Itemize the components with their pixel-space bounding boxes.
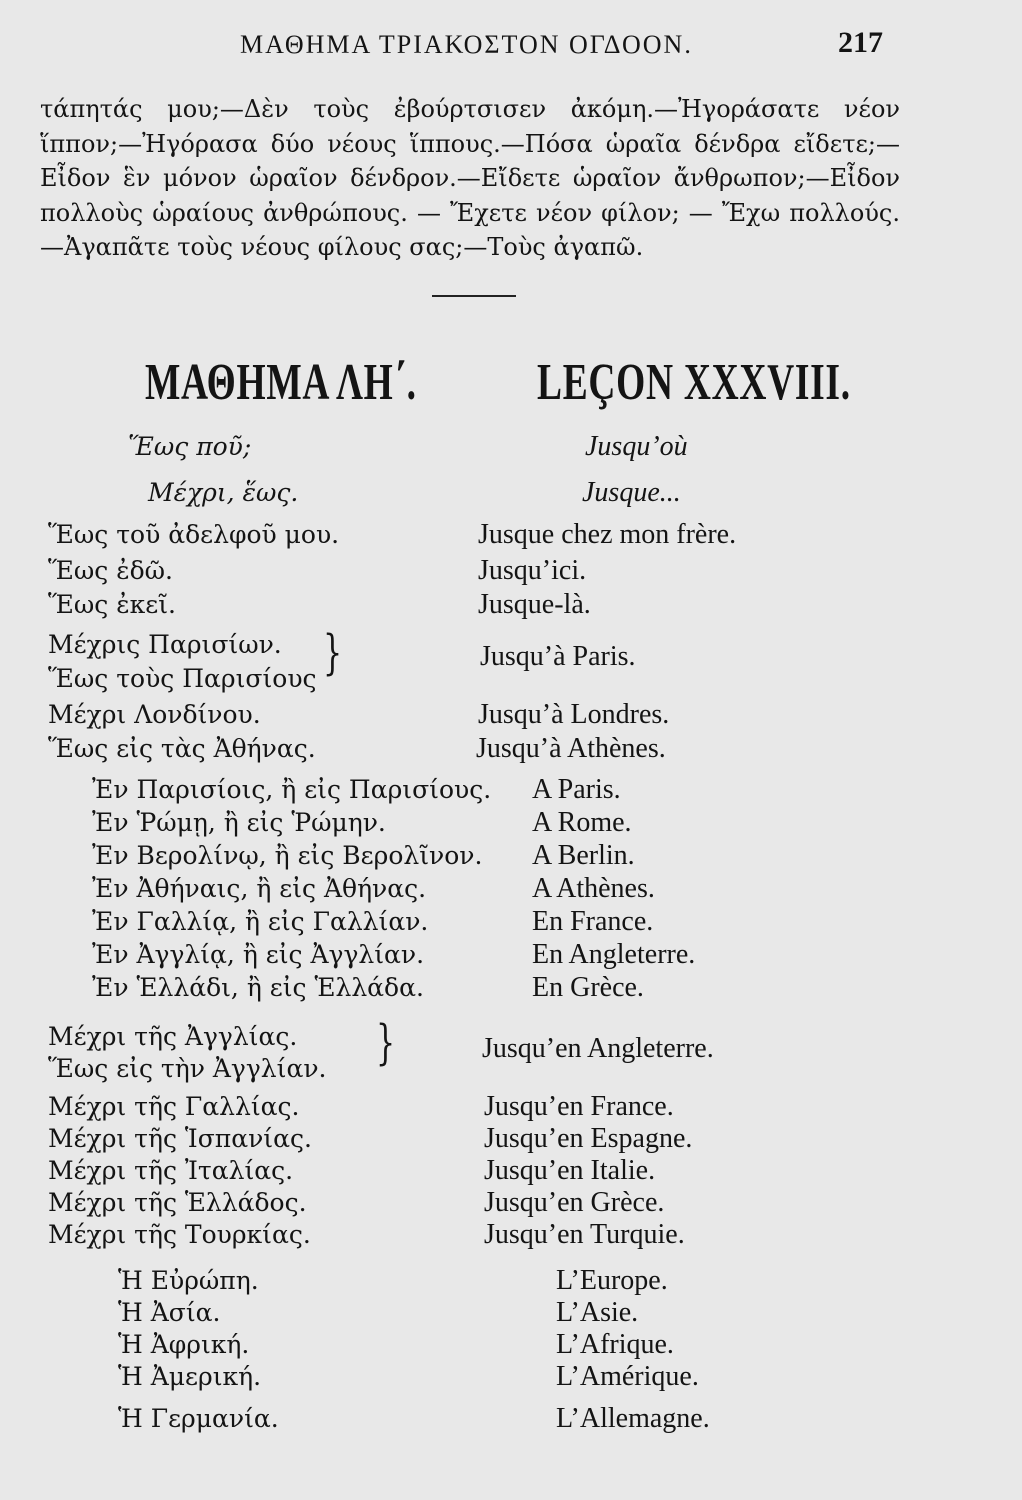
greek-phrase: Ἐν Ἀγγλίᾳ, ἢ εἰς Ἀγγλίαν. xyxy=(92,940,425,969)
french-phrase: En Angleterre. xyxy=(532,939,696,970)
greek-phrase: Ἐν Ἑλλάδι, ἢ εἰς Ἑλλάδα. xyxy=(92,973,424,1002)
french-phrase: Jusqu’où xyxy=(585,431,688,462)
lesson-title-french: LEÇON XXXVIII. xyxy=(537,354,851,411)
greek-phrase: Ἕως εἰς τὰς Ἀθήνας. xyxy=(48,734,316,763)
greek-phrase: Ἐν Παρισίοις, ἢ εἰς Παρισίους. xyxy=(92,775,492,804)
intro-paragraph: τάπητάς μου;—Δὲν τοὺς ἐβούρτσισεν ἀκόμη.—Ἠγοράσατε νέον ἵππον;—Ἠγόρασα δύο νέους ἵππους.—Πόσα ὡραῖα δένδρα εἴδετε;—Εἶδον ἓν μόνον ὡραῖον δένδρον.—Εἴδετε ὡραῖον ἄνθρωπον;—Εἶδον πολλοὺς ὡραίους ἀνθρώπους. — Ἔχετε νέον φίλον; — Ἔχω πολλούς.—Ἀγαπᾶτε τοὺς νέους φίλους σας;—Τοὺς ἀγαπῶ. xyxy=(40,95,900,261)
french-phrase: L’Afrique. xyxy=(556,1329,674,1360)
greek-phrase: Μέχρι τῆς Ἑλλάδος. xyxy=(48,1188,307,1217)
french-phrase: Jusqu’en Angleterre. xyxy=(482,1033,714,1064)
french-phrase: Jusqu’en Espagne. xyxy=(484,1123,693,1154)
greek-phrase: Ἡ Εὐρώπη. xyxy=(118,1266,259,1295)
greek-phrase: Μέχρι, ἕως. xyxy=(148,478,299,507)
french-phrase: Jusque chez mon frère. xyxy=(478,519,737,550)
greek-phrase: Ἐν Ῥώμῃ, ἢ εἰς Ῥώμην. xyxy=(92,808,386,837)
greek-phrase: Μέχρι τῆς Ἱσπανίας. xyxy=(48,1124,312,1153)
greek-phrase: Μέχρι τῆς Ἰταλίας. xyxy=(48,1156,294,1185)
french-phrase: Jusqu’en Italie. xyxy=(484,1155,656,1186)
greek-phrase: Μέχρι τῆς Τουρκίας. xyxy=(48,1220,311,1249)
french-phrase: L’Asie. xyxy=(556,1297,639,1328)
french-phrase: Jusqu’à Londres. xyxy=(478,699,670,730)
french-phrase: L’Amérique. xyxy=(556,1361,699,1392)
french-phrase: L’Allemagne. xyxy=(556,1403,710,1434)
french-phrase: En France. xyxy=(532,906,654,937)
french-phrase: A Paris. xyxy=(532,774,621,805)
greek-phrase: Ἡ Ἀφρική. xyxy=(118,1330,250,1359)
french-phrase: Jusqu’à Athènes. xyxy=(476,733,666,764)
greek-phrase: Ἐν Βερολίνῳ, ἢ εἰς Βερολῖνον. xyxy=(92,841,483,870)
french-phrase: Jusqu’à Paris. xyxy=(480,641,636,672)
greek-phrase: Ἡ Ἀμερική. xyxy=(118,1362,262,1391)
greek-phrase: Ἕως τοὺς Παρισίους xyxy=(48,664,317,693)
french-phrase: Jusqu’en France. xyxy=(484,1091,674,1122)
greek-phrase: Μέχρι Λονδίνου. xyxy=(48,700,261,729)
greek-phrase: Μέχρι τῆς Γαλλίας. xyxy=(48,1092,300,1121)
french-phrase: Jusque-là. xyxy=(478,589,591,620)
french-phrase: Jusque... xyxy=(582,477,681,508)
french-phrase: Jusqu’en Turquie. xyxy=(484,1219,685,1250)
brace-right: } xyxy=(323,625,343,682)
greek-phrase: Μέχρις Παρισίων. xyxy=(48,630,282,659)
french-phrase: Jusqu’en Grèce. xyxy=(484,1187,665,1218)
greek-phrase: Ἕως ἐκεῖ. xyxy=(48,590,176,619)
greek-phrase: Ἡ Ἀσία. xyxy=(118,1298,221,1327)
french-phrase: Jusqu’ici. xyxy=(478,555,587,586)
greek-phrase: Ἕως ποῦ; xyxy=(128,432,252,461)
greek-phrase: Ἐν Ἀθήναις, ἢ εἰς Ἀθήνας. xyxy=(92,874,427,903)
running-title: ΜΑΘΗΜΑ ΤΡΙΑΚΟΣΤΟΝ ΟΓΔΟΟΝ. xyxy=(240,30,693,59)
lesson-title-greek: ΜΑΘΗΜΑ ΛΗ΄. xyxy=(145,354,417,411)
greek-phrase: Ἡ Γερμανία. xyxy=(118,1404,279,1433)
brace-right: } xyxy=(376,1015,396,1072)
page-number: 217 xyxy=(838,26,883,59)
greek-phrase: Μέχρι τῆς Ἀγγλίας. xyxy=(48,1022,298,1051)
greek-phrase: Ἕως τοῦ ἀδελφοῦ μου. xyxy=(48,520,340,549)
french-phrase: A Athènes. xyxy=(532,873,655,904)
greek-phrase: Ἕως ἐδῶ. xyxy=(48,556,173,585)
greek-phrase: Ἐν Γαλλίᾳ, ἢ εἰς Γαλλίαν. xyxy=(92,907,429,936)
french-phrase: A Rome. xyxy=(532,807,632,838)
section-divider xyxy=(432,295,516,297)
french-phrase: L’Europe. xyxy=(556,1265,668,1296)
french-phrase: A Berlin. xyxy=(532,840,635,871)
french-phrase: En Grèce. xyxy=(532,972,644,1003)
greek-phrase: Ἕως εἰς τὴν Ἀγγλίαν. xyxy=(48,1054,327,1083)
